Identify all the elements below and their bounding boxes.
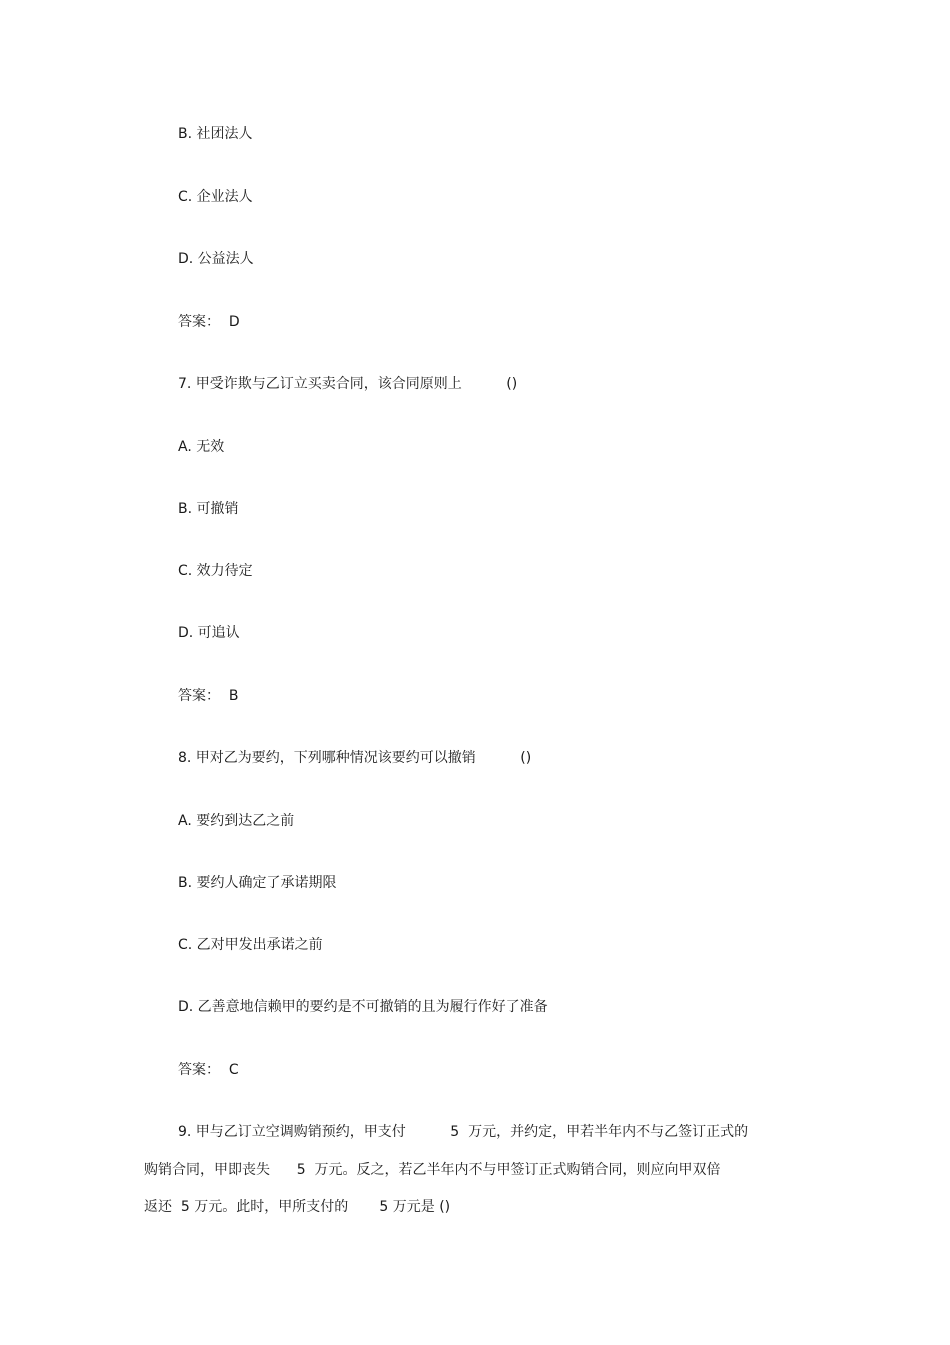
- q9-question-line-3: 返还 5 万元。此时，甲所支付的 5 万元是 (): [144, 1199, 451, 1215]
- q8-question: 8. 甲对乙为要约，下列哪种情况该要约可以撤销 (): [178, 750, 532, 766]
- q8-answer: 答案： C: [178, 1062, 239, 1078]
- q8-option-c: C. 乙对甲发出承诺之前: [178, 937, 323, 953]
- q6-option-c: C. 企业法人: [178, 189, 253, 205]
- q8-option-a: A. 要约到达乙之前: [178, 813, 295, 829]
- q7-answer: 答案： B: [178, 688, 239, 704]
- q9-question-line-2: 购销合同，甲即丧失 5 万元。反之，若乙半年内不与甲签订正式购销合同，则应向甲双倍: [144, 1162, 721, 1178]
- q6-option-b: B. 社团法人: [178, 126, 253, 142]
- q7-option-b: B. 可撤销: [178, 501, 239, 517]
- q7-option-a: A. 无效: [178, 439, 225, 455]
- q7-option-c: C. 效力待定: [178, 563, 253, 579]
- q7-question: 7. 甲受诈欺与乙订立买卖合同，该合同原则上 (): [178, 376, 518, 392]
- q8-option-b: B. 要约人确定了承诺期限: [178, 875, 337, 891]
- q6-option-d: D. 公益法人: [178, 251, 254, 267]
- q9-question-line-1: 9. 甲与乙订立空调购销预约，甲支付 5 万元，并约定，甲若半年内不与乙签订正式的: [178, 1124, 749, 1140]
- q8-option-d: D. 乙善意地信赖甲的要约是不可撤销的且为履行作好了准备: [178, 999, 548, 1015]
- q6-answer: 答案： D: [178, 314, 240, 330]
- q7-option-d: D. 可追认: [178, 625, 240, 641]
